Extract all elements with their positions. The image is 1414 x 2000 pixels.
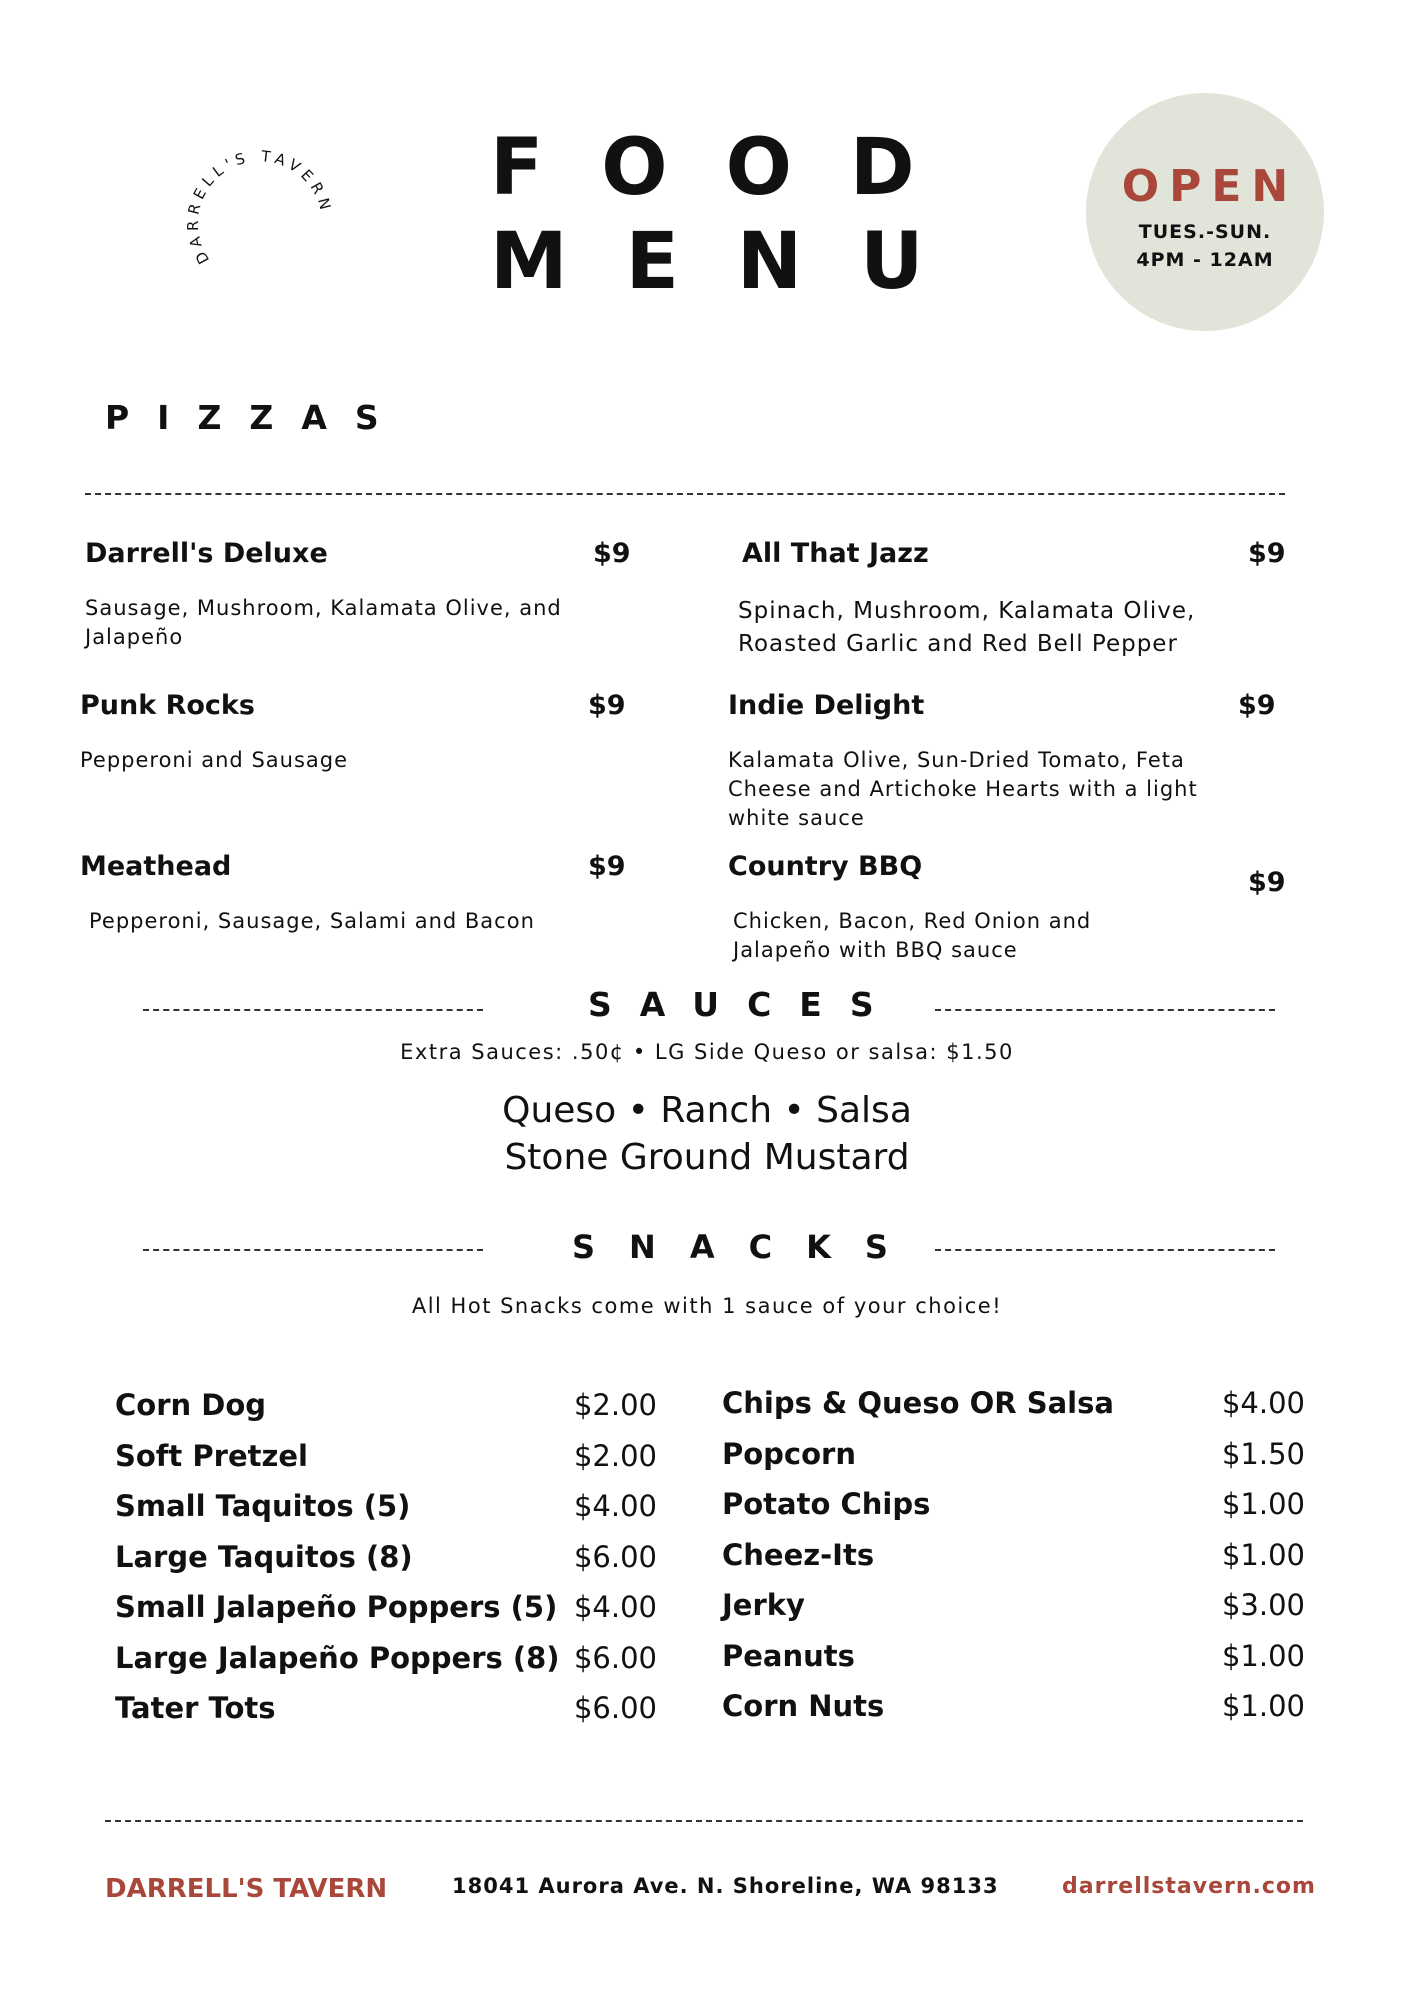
divider <box>143 1249 483 1251</box>
snack-row <box>722 1437 1305 1488</box>
snack-row <box>722 1588 1305 1639</box>
snack-row <box>722 1538 1305 1589</box>
pizza-description: Chicken, Bacon, Red Onion and Jalapeño with BBQ sauce <box>733 909 1092 962</box>
open-hours-badge <box>1086 93 1324 331</box>
snack-name: Tater Tots <box>115 1691 276 1725</box>
sauces-list-mustard: Stone Ground Mustard <box>504 1137 910 1178</box>
snacks-heading: SNACKS <box>572 1228 922 1266</box>
snack-name: Small Taquitos (5) <box>115 1489 411 1523</box>
snack-name: Peanuts <box>722 1638 855 1673</box>
snack-price: $1.50 <box>1221 1436 1305 1471</box>
snack-name: Potato Chips <box>722 1487 931 1521</box>
snack-price: $4.00 <box>1221 1386 1305 1420</box>
snack-name: Chips & Queso OR Salsa <box>722 1386 1114 1420</box>
menu-title-food: FOOD <box>490 123 973 213</box>
pizza-name: Punk Rocks <box>80 690 255 721</box>
snack-price: $4.00 <box>573 1590 657 1624</box>
snack-price: $6.00 <box>573 1691 657 1725</box>
snack-price: $2.00 <box>573 1438 657 1473</box>
pizzas-heading: PIZZAS <box>105 398 407 437</box>
sauces-note: Extra Sauces: .50¢ • LG Side Queso or salsa: $1.50 <box>400 1040 1014 1064</box>
pizza-name: All That Jazz <box>742 538 929 569</box>
pizza-description: Pepperoni and Sausage <box>80 748 349 772</box>
snack-price: $3.00 <box>1221 1588 1305 1622</box>
snacks-note: All Hot Snacks come with 1 sauce of your choice! <box>411 1294 1003 1318</box>
open-hours: 4PM - 12AM <box>1136 249 1274 271</box>
snack-row <box>722 1639 1305 1690</box>
pizza-price: $9 <box>593 538 631 569</box>
divider <box>143 1009 483 1011</box>
open-label: OPEN <box>1121 161 1299 212</box>
pizza-description: Kalamata Olive, Sun-Dried Tomato, Feta Cheese and Artichoke Hearts with a light white sauce <box>728 748 1198 830</box>
pizza-name: Darrell's Deluxe <box>85 538 328 569</box>
snack-name: Cheez-Its <box>722 1537 875 1572</box>
footer-address: 18041 Aurora Ave. N. Shoreline, WA 98133 <box>452 1874 999 1898</box>
snack-name: Soft Pretzel <box>115 1438 308 1473</box>
snacks-list-right <box>722 1386 1305 1740</box>
pizza-price: $9 <box>1238 690 1276 721</box>
logo-text: DARRELL'S TAVERN <box>183 147 336 268</box>
footer-website-link[interactable]: darrellstavern.com <box>1062 1874 1316 1899</box>
divider <box>935 1009 1275 1011</box>
divider <box>935 1249 1275 1251</box>
snack-name: Small Jalapeño Poppers (5) <box>115 1590 558 1624</box>
snack-row <box>115 1388 657 1439</box>
snack-name: Jerky <box>722 1588 805 1622</box>
pizza-price: $9 <box>1248 867 1286 898</box>
sauces-list: Queso • Ranch • Salsa <box>502 1090 912 1131</box>
snacks-list-left <box>115 1388 657 1742</box>
snack-row <box>115 1691 657 1742</box>
sauces-heading: SAUCES <box>588 985 902 1024</box>
divider <box>105 1820 1303 1822</box>
snack-row <box>115 1641 657 1692</box>
tavern-circle-logo <box>180 130 350 300</box>
snack-price: $6.00 <box>573 1640 657 1675</box>
open-days: TUES.-SUN. <box>1138 221 1272 243</box>
snack-name: Large Jalapeño Poppers (8) <box>115 1640 560 1675</box>
pizza-name: Indie Delight <box>728 690 925 721</box>
snack-name: Popcorn <box>722 1436 856 1471</box>
snack-price: $1.00 <box>1221 1487 1305 1521</box>
menu-title-menu: MENU <box>490 217 982 307</box>
pizza-name: Meathead <box>80 851 232 882</box>
pizza-description: Pepperoni, Sausage, Salami and Bacon <box>89 909 535 933</box>
snack-price: $2.00 <box>573 1388 657 1422</box>
snack-price: $1.00 <box>1221 1537 1305 1572</box>
snack-name: Corn Dog <box>115 1388 267 1422</box>
snack-row <box>115 1590 657 1641</box>
snack-name: Corn Nuts <box>722 1689 885 1723</box>
snack-row <box>115 1489 657 1540</box>
pizza-price: $9 <box>1248 538 1286 569</box>
snack-row <box>722 1487 1305 1538</box>
snack-row <box>115 1540 657 1591</box>
snack-name: Large Taquitos (8) <box>115 1539 413 1574</box>
pizza-name: Country BBQ <box>728 851 923 882</box>
snack-price: $1.00 <box>1221 1689 1305 1723</box>
snack-price: $6.00 <box>573 1539 657 1574</box>
pizza-description: Sausage, Mushroom, Kalamata Olive, and Jalapeño <box>85 596 562 649</box>
snack-row <box>115 1439 657 1490</box>
pizza-description: Spinach, Mushroom, Kalamata Olive, Roasted Garlic and Red Bell Pepper <box>738 598 1196 657</box>
snack-row <box>722 1386 1305 1437</box>
divider <box>85 493 1285 495</box>
pizza-price: $9 <box>588 690 626 721</box>
pizza-price: $9 <box>588 851 626 882</box>
snack-price: $4.00 <box>573 1489 657 1523</box>
snack-row <box>722 1689 1305 1740</box>
snack-price: $1.00 <box>1221 1638 1305 1673</box>
footer-tavern-name: DARRELL'S TAVERN <box>105 1874 388 1904</box>
